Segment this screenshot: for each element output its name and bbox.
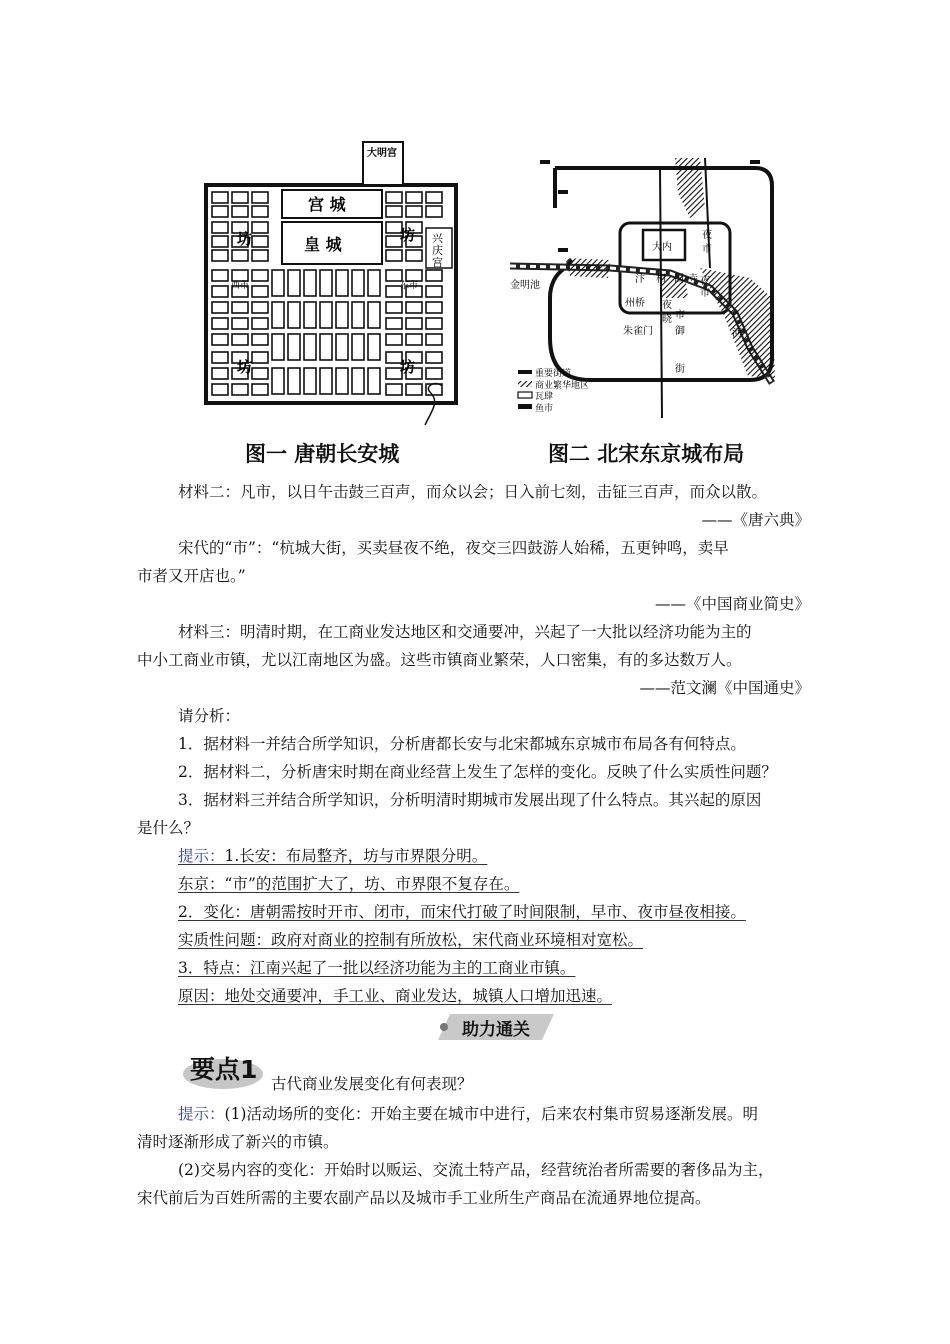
- hint-a2: 东京：“市”的范围扩大了，坊、市界限不复存在。: [178, 875, 520, 893]
- ward-block: [212, 334, 228, 345]
- he-label: 河: [732, 328, 742, 339]
- ye3-label: 夜: [662, 300, 672, 311]
- hint-label: 提示：: [178, 847, 225, 865]
- ward-block: [386, 192, 402, 203]
- material2-line1: 材料二：凡市，以日午击鼓三百声，而众以会；日入前七刻，击钲三百声，而众以散。: [178, 483, 768, 501]
- ward-block: [406, 250, 422, 261]
- ward-block: [320, 270, 332, 296]
- material2-line2a: 宋代的“市”：“杭城大街，买卖昼夜不绝，夜交三四鼓游人始稀，五更钟鸣，卖早: [178, 539, 729, 557]
- legend-fishmarket: 鱼市: [535, 404, 554, 414]
- ward-block: [426, 318, 442, 329]
- ward-block: [304, 270, 316, 296]
- ward-block: [212, 368, 228, 379]
- ward-block: [426, 352, 442, 363]
- ward-block: [212, 384, 228, 395]
- xingqing-char-3: 宫: [432, 256, 443, 269]
- ward-block: [288, 334, 300, 360]
- ward-block: [406, 192, 422, 203]
- ward-block: [252, 286, 268, 297]
- material2-line2b: 市者又开店也。”: [137, 567, 246, 585]
- ward-block: [386, 318, 402, 329]
- bian-label: 汴: [635, 274, 645, 285]
- ward-block: [406, 334, 422, 345]
- ward-block: [406, 206, 422, 217]
- ward-block: [232, 384, 248, 395]
- xiang-label: 相: [656, 274, 666, 285]
- ward-block: [426, 270, 442, 281]
- ward-block: [252, 352, 268, 363]
- answer-p1b: 清时逐渐形成了新兴的市镇。: [137, 1133, 339, 1151]
- ward-block: [336, 368, 348, 394]
- ward-block: [272, 334, 284, 360]
- ward-block: [252, 318, 268, 329]
- daminggong-label: 大明宫: [367, 148, 397, 159]
- ward-block: [252, 192, 268, 203]
- ward-block: [304, 334, 316, 360]
- danei-label: 大内: [652, 242, 672, 253]
- ward-block: [232, 192, 248, 203]
- answer-p2a: (2)交易内容的变化：开始时以贩运、交流土特产品，经营统治者所需要的奢侈品为主，: [178, 1161, 774, 1179]
- ward-block: [336, 302, 348, 328]
- ward-block: [252, 222, 268, 233]
- ward-block: [252, 302, 268, 313]
- ward-block: [336, 334, 348, 360]
- ward-block: [212, 250, 228, 261]
- ward-block: [232, 270, 248, 281]
- ward-block: [212, 352, 228, 363]
- fang-label-bottom-left: 坊: [237, 358, 253, 376]
- ward-block: [352, 302, 364, 328]
- ward-block: [252, 334, 268, 345]
- ye2-label: 夜: [700, 276, 710, 287]
- legend-washi: 瓦肆: [535, 392, 554, 402]
- section-title: 助力通关: [462, 1020, 530, 1040]
- answer-p2b: 宋代前后为百姓所需的主要农副产品以及城市手工业所生产商品在流通界地位提高。: [137, 1189, 711, 1207]
- ward-block: [368, 334, 380, 360]
- ward-block: [368, 368, 380, 394]
- ward-block: [232, 206, 248, 217]
- ward-block: [288, 302, 300, 328]
- ward-block: [426, 192, 442, 203]
- ward-block: [272, 302, 284, 328]
- question-1: 1．据材料一并结合所学知识，分析唐都长安与北宋都城东京城市布局各有何特点。: [178, 735, 746, 753]
- ward-block: [272, 270, 284, 296]
- ward-block: [386, 334, 402, 345]
- figure2-caption: 图二 北宋东京城布局: [548, 442, 745, 466]
- zhouqiao-label: 州桥: [625, 298, 645, 309]
- ward-block: [406, 270, 422, 281]
- hint-a4: 实质性问题：政府对商业的控制有所放松，宋代商业环境相对宽松。: [178, 931, 644, 949]
- ward-block: [212, 222, 228, 233]
- ward-block: [386, 302, 402, 313]
- ward-block: [320, 334, 332, 360]
- ward-block: [252, 206, 268, 217]
- ward-block: [368, 270, 380, 296]
- ward-block: [406, 384, 422, 395]
- material3-line1: 材料三：明清时期，在工商业发达地区和交通要冲，兴起了一大批以经济功能为主的: [178, 623, 752, 641]
- ward-block: [426, 286, 442, 297]
- ward-block: [304, 302, 316, 328]
- ward-block: [406, 318, 422, 329]
- question-3a: 3．据材料三并结合所学知识，分析明清时期城市发展出现了什么特点。其兴起的原因: [178, 791, 762, 809]
- map-legend: [518, 367, 589, 414]
- fang-label-top-right: 坊: [400, 226, 416, 244]
- shi3-label: 市: [675, 310, 685, 321]
- zhuquemen-label: 朱雀门: [623, 326, 653, 337]
- answer-label: 提示：: [178, 1105, 225, 1123]
- ward-block: [272, 368, 284, 394]
- ward-block: [212, 318, 228, 329]
- figure1-caption: 图一 唐朝长安城: [245, 442, 400, 466]
- ward-block: [426, 302, 442, 313]
- xishi-label: 西市: [231, 281, 250, 291]
- hint-a1: 1.长安：布局整齐，坊与市界限分明。: [224, 847, 488, 865]
- dongshi-label: 东市: [400, 281, 419, 291]
- legend-street: 重要街道: [535, 369, 572, 379]
- ward-block: [320, 302, 332, 328]
- ward-block: [320, 368, 332, 394]
- ward-block: [232, 334, 248, 345]
- material2-source2: ——《中国商业简史》: [654, 595, 810, 613]
- material3-line2: 中小工商业市镇，尤以江南地区为盛。这些市镇商业繁荣，人口密集，有的多达数万人。: [137, 651, 742, 669]
- jinmingchi-label: 金明池: [510, 280, 540, 291]
- ward-block: [212, 270, 228, 281]
- ward-block: [232, 250, 248, 261]
- material2-source1: ——《唐六典》: [701, 511, 810, 529]
- ward-block: [426, 206, 442, 217]
- fang-label-bottom-right: 坊: [400, 358, 416, 376]
- guo-label: 国: [674, 274, 684, 285]
- si-label: 寺: [688, 274, 698, 285]
- yeshi-label-1: 夜: [702, 230, 712, 241]
- fang-label-top-left: 坊: [237, 230, 253, 248]
- gongcheng-label: 宫 城: [308, 195, 346, 214]
- answer-p1a-text: (1)活动场所的变化：开始主要在城市中进行，后来农村集市贸易逐渐发展。明: [224, 1105, 758, 1123]
- ward-block: [252, 368, 268, 379]
- question-2: 2．据材料二，分析唐宋时期在商业经营上发生了怎样的变化。反映了什么实质性问题？: [178, 763, 777, 781]
- jie-label: 街: [675, 364, 685, 375]
- key-point-label: 要点1: [190, 1055, 258, 1084]
- ward-block: [288, 270, 300, 296]
- xiao-label: 晓: [662, 314, 672, 325]
- ward-block: [212, 302, 228, 313]
- material3-source: ——范文澜《中国通史》: [639, 679, 810, 697]
- ward-block: [368, 302, 380, 328]
- huangcheng-label: 皇 城: [304, 235, 342, 254]
- ward-block: [232, 318, 248, 329]
- ward-block: [212, 192, 228, 203]
- shi2-label: 市: [700, 288, 710, 299]
- ward-block: [252, 384, 268, 395]
- yu-label: 御: [675, 326, 685, 337]
- ward-block: [352, 334, 364, 360]
- hint-a5: 3．特点：江南兴起了一批以经济功能为主的工商业市镇。: [178, 959, 576, 977]
- ward-block: [212, 236, 228, 247]
- ward-block: [426, 334, 442, 345]
- question-3b: 是什么？: [137, 819, 200, 837]
- ward-block: [252, 236, 268, 247]
- figure-dongjing-map: [510, 148, 790, 423]
- key-point-question: 古代商业发展变化有何表现？: [271, 1075, 473, 1093]
- ward-block: [352, 270, 364, 296]
- hint-a6: 原因：地处交通要冲，手工业、商业发达，城镇人口增加迅速。: [178, 987, 613, 1005]
- xingqing-char-2: 庆: [432, 244, 443, 257]
- ward-block: [304, 368, 316, 394]
- ward-block: [426, 368, 442, 379]
- ward-block: [386, 250, 402, 261]
- ward-block: [252, 270, 268, 281]
- ward-block: [336, 270, 348, 296]
- ward-block: [212, 206, 228, 217]
- ward-block: [352, 368, 364, 394]
- legend-commercial: 商业繁华地区: [535, 381, 590, 391]
- figure-changan-map: [200, 140, 465, 425]
- ward-block: [406, 302, 422, 313]
- yeshi-label-2: 市: [702, 244, 712, 255]
- hint-answer-1: [178, 846, 487, 866]
- hint-a3: 2．变化：唐朝需按时开市、闭市，而宋代打破了时间限制，早市、夜市昼夜相接。: [178, 903, 746, 921]
- ward-block: [252, 250, 268, 261]
- answer-p1a: [178, 1104, 758, 1124]
- ward-block: [232, 302, 248, 313]
- ward-block: [386, 384, 402, 395]
- xingqing-char-1: 兴: [432, 232, 443, 245]
- ward-block: [212, 286, 228, 297]
- questions-intro: 请分析：: [178, 707, 241, 725]
- ward-block: [386, 206, 402, 217]
- ward-block: [386, 270, 402, 281]
- ward-block: [288, 368, 300, 394]
